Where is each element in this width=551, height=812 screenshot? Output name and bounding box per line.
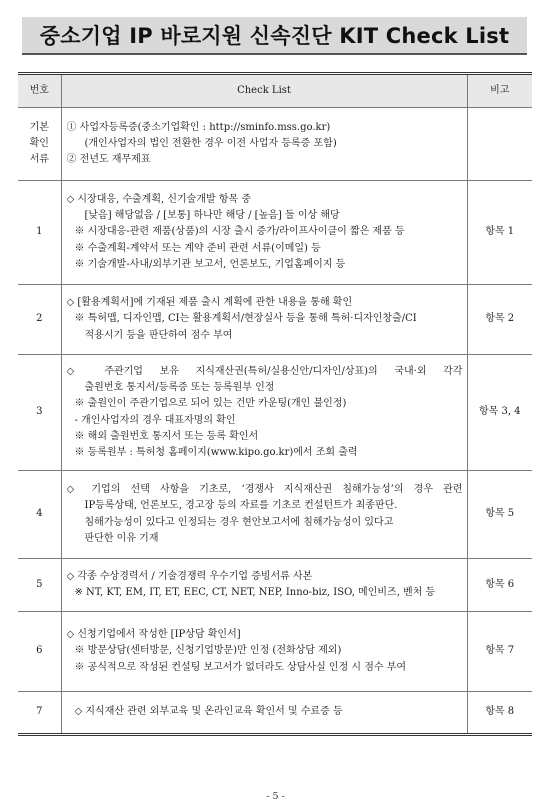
check-line: ※ 해외 출원번호 통지서 또는 등록 확인서 xyxy=(74,430,259,442)
check-line: ※ 방문상담(센터방문, 신청기업방문)만 인정 (전화상담 제외) xyxy=(74,645,342,657)
row-check-content xyxy=(61,612,467,692)
row-number-line: 확인 xyxy=(29,137,49,149)
check-line: ※ 특허맵, 디자인맵, CI는 활용계획서/현장실사 등을 통해 특허·디자인창출/CI xyxy=(74,313,417,325)
check-line: ◇ 주관기업 보유 지식재산권(특허/실용신안/디자인/상표)의 국내·외 각각 xyxy=(66,365,463,377)
check-line: ※ 시장대응-관련 제품(상품)의 시장 출시 증가/라이프사이클이 짧은 제품 등 xyxy=(74,226,405,238)
header-check-list: Check List xyxy=(61,74,467,108)
check-line: ◇ 기업의 선택 사항을 기초로, ‘경쟁사 지식재산권 침해가능성’의 경우 관련 xyxy=(66,484,463,496)
check-line: - 개인사업자의 경우 대표자명의 확인 xyxy=(74,414,236,426)
row-note: 항목 6 xyxy=(467,559,532,612)
row-note: 항목 3, 4 xyxy=(467,355,532,471)
check-line: ※ 공식적으로 작성된 컨설팅 보고서가 없더라도 상담사실 인정 시 점수 부여 xyxy=(74,661,407,673)
check-line: 적용시기 등을 판단하여 점수 부여 xyxy=(84,329,233,341)
row-number-line: 기본 xyxy=(29,121,49,133)
row-number: 2 xyxy=(18,285,61,355)
row-note: 항목 8 xyxy=(467,692,532,735)
check-line: ◇ 신청기업에서 작성한 [IP상담 확인서] xyxy=(66,629,241,641)
check-line: IP등록상태, 언론보도, 경고장 등의 자료를 기초로 컨설턴트가 최종판단. xyxy=(84,500,398,512)
header-no: 번호 xyxy=(18,74,61,108)
table-row xyxy=(18,559,532,612)
row-note: 항목 7 xyxy=(467,612,532,692)
check-line: ※ 출원인이 주관기업으로 되어 있는 건만 카운팅(개인 불인정) xyxy=(74,398,347,410)
table-header-row xyxy=(18,74,532,108)
check-line: ② 전년도 재무제표 xyxy=(66,154,151,166)
check-line: ※ 수출계획-계약서 또는 계약 준비 관련 서류(이메일) 등 xyxy=(74,242,321,254)
row-note: 항목 2 xyxy=(467,285,532,355)
table-row xyxy=(18,285,532,355)
page-title: 중소기업 IP 바로지원 신속진단 KIT Check List xyxy=(39,24,510,48)
row-number: 7 xyxy=(18,692,61,735)
table-row xyxy=(18,612,532,692)
table-row xyxy=(18,181,532,285)
row-note: 항목 5 xyxy=(467,471,532,559)
row-check-content xyxy=(61,471,467,559)
check-line: (개인사업자의 법인 전환한 경우 이전 사업자 등록증 포함) xyxy=(84,137,337,149)
row-check-content xyxy=(61,559,467,612)
row-number-line: 서류 xyxy=(29,154,49,166)
check-line: ① 사업자등록증(중소기업확인 : http://sminfo.mss.go.kr) xyxy=(66,121,331,133)
check-line: 출원번호 통지서/등록증 또는 등록원부 인정 xyxy=(84,382,275,394)
row-number: 4 xyxy=(18,471,61,559)
row-number: 1 xyxy=(18,181,61,285)
row-note: 항목 1 xyxy=(467,181,532,285)
check-line: ※ 등록원부 : 특허청 홈페이지(www.kipo.go.kr)에서 조회 출력 xyxy=(74,446,358,458)
row-check-content xyxy=(61,181,467,285)
check-line: ◇ 시장대응, 수출계획, 신기술개발 항목 중 xyxy=(66,194,252,206)
check-line: ◇ [활용계획서]에 기재된 제품 출시 계획에 관한 내용을 통해 확인 xyxy=(66,297,353,309)
check-line: ◇ 지식재산 관련 외부교육 및 온라인교육 확인서 및 수료증 등 xyxy=(74,706,343,718)
table-row xyxy=(18,692,532,735)
row-number: 3 xyxy=(18,355,61,471)
table-row xyxy=(18,471,532,559)
row-number: 6 xyxy=(18,612,61,692)
check-line: [낮음] 해당없음 / [보통] 하나만 해당 / [높음] 둘 이상 해당 xyxy=(84,210,340,222)
check-line: ※ NT, KT, EM, IT, ET, EEC, CT, NET, NEP, Inno-biz, ISO, 메인비즈, 벤처 등 xyxy=(74,587,436,598)
row-check-content xyxy=(61,285,467,355)
check-line: ◇ 각종 수상경력서 / 기술경쟁력 우수기업 증빙서류 사본 xyxy=(66,570,313,582)
table-row xyxy=(18,355,532,471)
row-check-content xyxy=(61,692,467,735)
page-title-box xyxy=(22,17,527,55)
checklist-table xyxy=(18,72,532,736)
check-line: 판단한 이유 기재 xyxy=(84,532,159,544)
header-note: 비고 xyxy=(467,74,532,108)
table-row xyxy=(18,108,532,181)
row-check-content xyxy=(61,108,467,181)
row-number xyxy=(18,108,61,181)
check-line: ※ 기술개발-사내/외부기관 보고서, 언론보도, 기업홈페이지 등 xyxy=(74,258,346,270)
check-line: 침해가능성이 있다고 인정되는 경우 현안보고서에 침해가능성이 있다고 xyxy=(84,516,394,528)
row-note xyxy=(467,108,532,181)
page-number: - 5 - xyxy=(266,791,285,802)
row-number: 5 xyxy=(18,559,61,612)
row-check-content xyxy=(61,355,467,471)
